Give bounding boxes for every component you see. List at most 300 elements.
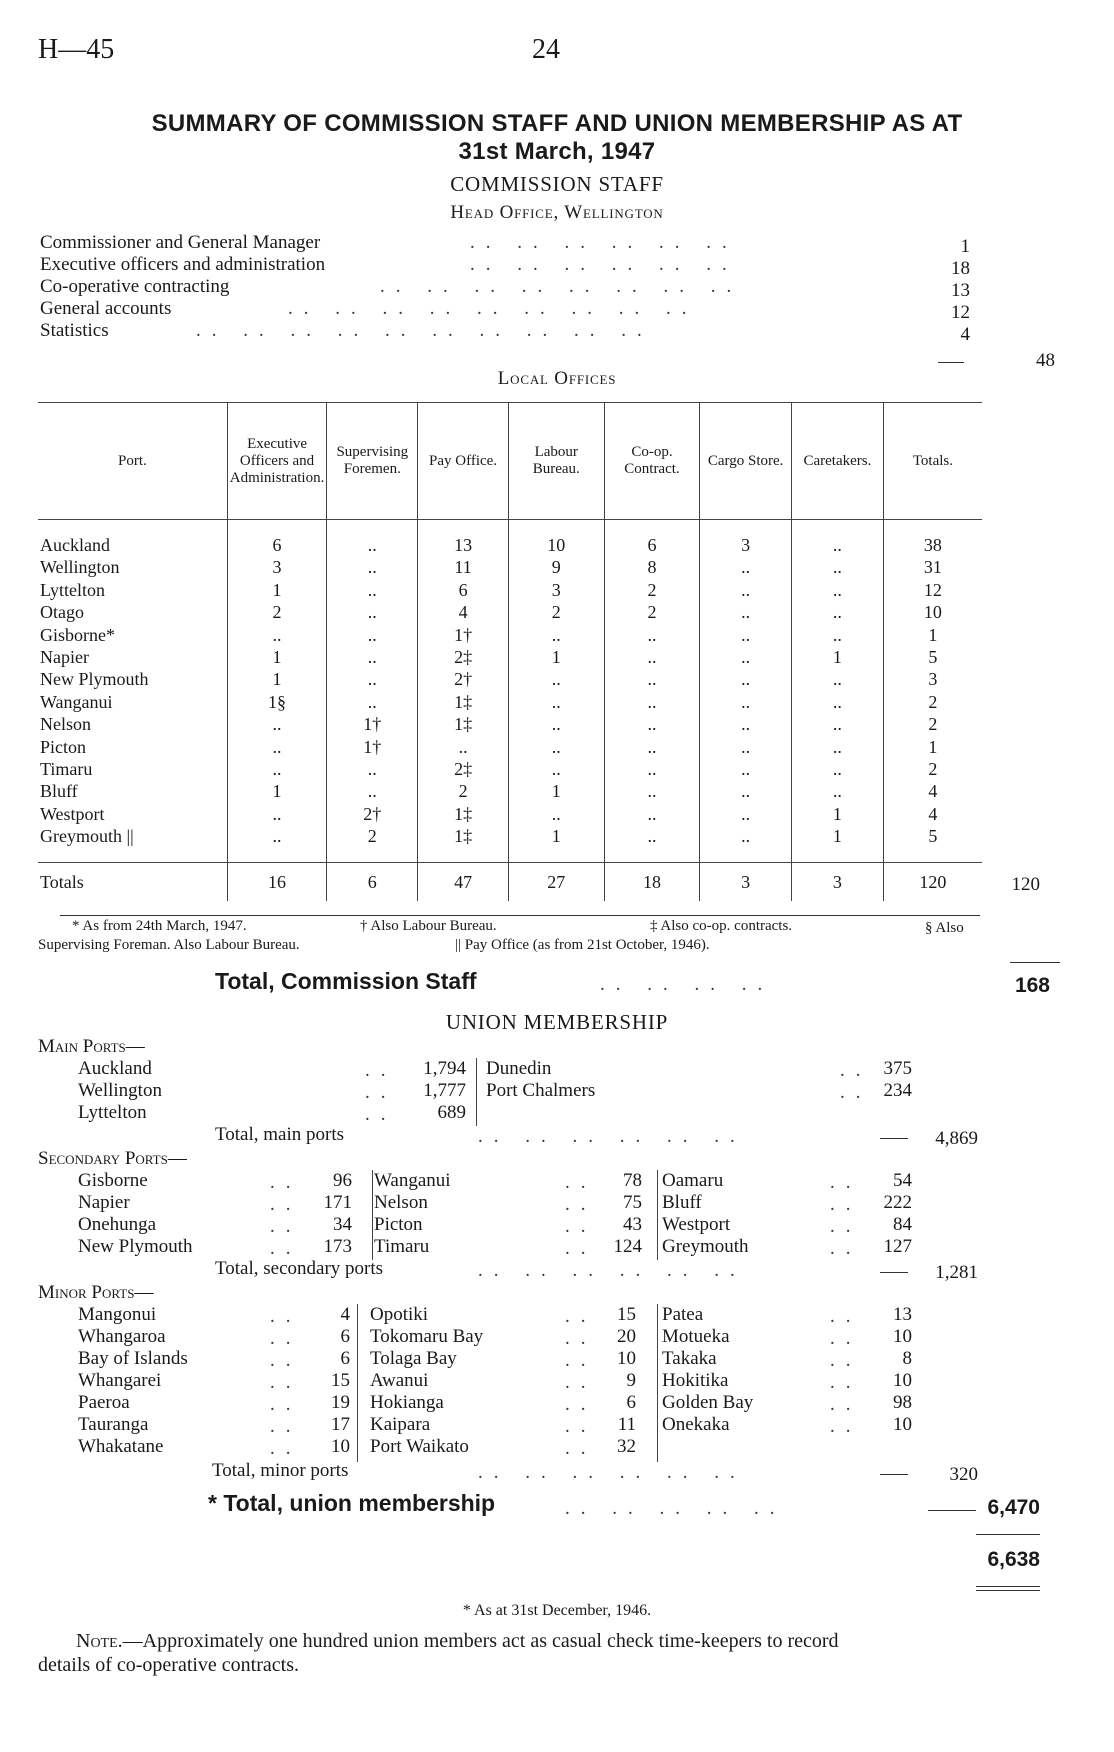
value-cell: .. bbox=[700, 624, 792, 646]
value-cell: 3 bbox=[508, 579, 604, 601]
value-cell: .. bbox=[227, 624, 327, 646]
value-cell: 2† bbox=[327, 803, 418, 825]
totals-cell: 3 bbox=[700, 862, 792, 901]
value-cell: 2 bbox=[883, 713, 982, 735]
leader-dots: .. bbox=[565, 1394, 597, 1415]
value-cell: .. bbox=[508, 668, 604, 690]
port-value: 19 bbox=[331, 1392, 350, 1413]
leader-dots: .. bbox=[840, 1060, 872, 1081]
port-name: Mangonui bbox=[78, 1304, 157, 1325]
value-cell: .. bbox=[604, 713, 700, 735]
value-cell: 4 bbox=[883, 780, 982, 802]
col-supervising: Supervising Foremen. bbox=[327, 403, 418, 520]
port-value: 6 bbox=[340, 1348, 350, 1369]
value-cell: .. bbox=[604, 646, 700, 668]
value-cell: 3 bbox=[700, 534, 792, 556]
value-cell: .. bbox=[418, 736, 509, 758]
leader-dots: .. bbox=[565, 1416, 597, 1437]
head-office-value: 13 bbox=[951, 280, 970, 301]
leader-dots: .. bbox=[830, 1372, 862, 1393]
value-cell: 2‡ bbox=[418, 758, 509, 780]
port-value: 11 bbox=[617, 1414, 636, 1435]
value-cell: 1† bbox=[327, 713, 418, 735]
local-offices-body bbox=[38, 520, 982, 901]
dash-rule bbox=[880, 1474, 908, 1475]
value-cell: 1 bbox=[791, 646, 883, 668]
footnote-star: * As from 24th March, 1947. bbox=[72, 918, 247, 934]
value-cell: 1‡ bbox=[418, 803, 509, 825]
value-cell: .. bbox=[327, 624, 418, 646]
table-row bbox=[38, 713, 982, 735]
leader-dots: .. bbox=[830, 1350, 862, 1371]
port-name: Timaru bbox=[374, 1236, 430, 1257]
head-office-value: 1 bbox=[960, 236, 970, 257]
value-cell: .. bbox=[604, 825, 700, 847]
value-cell: .. bbox=[604, 803, 700, 825]
port-value: 127 bbox=[883, 1236, 912, 1257]
port-value: 375 bbox=[883, 1058, 912, 1079]
value-cell: .. bbox=[508, 736, 604, 758]
port-value: 6 bbox=[340, 1326, 350, 1347]
value-cell: .. bbox=[791, 691, 883, 713]
port-name: Wanganui bbox=[374, 1170, 451, 1191]
port-name: Whangaroa bbox=[78, 1326, 166, 1347]
leader-dots: .. .. .. .. bbox=[600, 974, 774, 995]
port-value: 6 bbox=[626, 1392, 636, 1413]
value-cell: .. bbox=[791, 624, 883, 646]
secondary-ports-total-value: 1,281 bbox=[935, 1262, 978, 1283]
value-cell: .. bbox=[327, 691, 418, 713]
table-row bbox=[38, 780, 982, 802]
minor-ports-total-label: Total, minor ports bbox=[212, 1460, 349, 1481]
leader-dots: .. bbox=[565, 1238, 597, 1259]
value-cell: .. bbox=[700, 758, 792, 780]
footnote-section: § Also bbox=[925, 920, 964, 936]
port-name: Takaka bbox=[662, 1348, 717, 1369]
column-divider bbox=[476, 1058, 477, 1126]
value-cell: 1 bbox=[227, 579, 327, 601]
totals-cell: 3 bbox=[791, 862, 883, 901]
grand-total-rule bbox=[976, 1534, 1040, 1535]
value-cell: .. bbox=[327, 758, 418, 780]
port-value: 96 bbox=[333, 1170, 352, 1191]
col-port: Port. bbox=[38, 403, 227, 520]
subtotal-rule bbox=[938, 362, 964, 363]
port-name: Bluff bbox=[662, 1192, 702, 1213]
value-cell: 2† bbox=[418, 668, 509, 690]
port-name: Tauranga bbox=[78, 1414, 149, 1435]
leader-dots: .. bbox=[270, 1194, 302, 1215]
union-total-label: * Total, union membership bbox=[208, 1490, 496, 1516]
value-cell: .. bbox=[604, 736, 700, 758]
port-name: Onekaka bbox=[662, 1414, 730, 1435]
head-office-value: 12 bbox=[951, 302, 970, 323]
leader-dots: .. bbox=[270, 1306, 302, 1327]
port-name: Hokitika bbox=[662, 1370, 729, 1391]
value-cell: .. bbox=[227, 825, 327, 847]
value-cell: 2‡ bbox=[418, 646, 509, 668]
commission-staff-heading: COMMISSION STAFF bbox=[450, 172, 664, 196]
port-value: 10 bbox=[617, 1348, 636, 1369]
port-value: 20 bbox=[617, 1326, 636, 1347]
port-value: 43 bbox=[623, 1214, 642, 1235]
port-value: 10 bbox=[893, 1414, 912, 1435]
col-caretakers: Caretakers. bbox=[791, 403, 883, 520]
value-cell: .. bbox=[327, 668, 418, 690]
totals-cell: 16 bbox=[227, 862, 327, 901]
totals-row bbox=[38, 862, 982, 901]
value-cell: 2 bbox=[227, 601, 327, 623]
port-name: Picton bbox=[374, 1214, 423, 1235]
port-name: Kaipara bbox=[370, 1414, 431, 1435]
value-cell: .. bbox=[508, 713, 604, 735]
port-value: 34 bbox=[333, 1214, 352, 1235]
leader-dots: .. bbox=[830, 1328, 862, 1349]
page-title-date: 31st March, 1947 bbox=[458, 138, 656, 165]
head-office-label: Co-operative contracting bbox=[40, 276, 230, 297]
port-cell: Lyttelton bbox=[40, 579, 105, 600]
port-cell: Wellington bbox=[40, 557, 120, 578]
value-cell: .. bbox=[791, 579, 883, 601]
port-value: 1,794 bbox=[423, 1058, 466, 1079]
value-cell: .. bbox=[791, 780, 883, 802]
value-cell: 1 bbox=[508, 646, 604, 668]
leader-dots: .. bbox=[830, 1306, 862, 1327]
value-cell: .. bbox=[791, 556, 883, 578]
port-value: 124 bbox=[613, 1236, 642, 1257]
value-cell: 2 bbox=[604, 601, 700, 623]
port-name: Golden Bay bbox=[662, 1392, 754, 1413]
col-totals: Totals. bbox=[883, 403, 982, 520]
leader-dots: .. bbox=[840, 1082, 872, 1103]
totals-cell: 18 bbox=[604, 862, 700, 901]
leader-dots: .. .. .. .. .. .. bbox=[478, 1260, 746, 1281]
value-cell: .. bbox=[508, 691, 604, 713]
port-name: Oamaru bbox=[662, 1170, 724, 1191]
value-cell: 6 bbox=[418, 579, 509, 601]
value-cell: 5 bbox=[883, 646, 982, 668]
value-cell: 38 bbox=[883, 534, 982, 556]
value-cell: .. bbox=[604, 668, 700, 690]
value-cell: 1‡ bbox=[418, 825, 509, 847]
value-cell: .. bbox=[700, 825, 792, 847]
port-cell: Napier bbox=[40, 647, 89, 668]
port-value: 10 bbox=[331, 1436, 350, 1457]
port-name: Hokianga bbox=[370, 1392, 444, 1413]
port-name: Auckland bbox=[78, 1058, 152, 1079]
commission-staff-total-value: 168 bbox=[1014, 974, 1050, 997]
value-cell: .. bbox=[700, 803, 792, 825]
leader-dots: .. bbox=[830, 1216, 862, 1237]
local-offices-side-total: 120 bbox=[1011, 874, 1040, 895]
value-cell: .. bbox=[227, 803, 327, 825]
column-divider bbox=[657, 1170, 658, 1260]
leader-dots: .. .. .. .. .. .. .. .. .. .. bbox=[196, 320, 653, 341]
value-cell: 10 bbox=[883, 601, 982, 623]
value-cell: .. bbox=[700, 780, 792, 802]
port-name: Greymouth bbox=[662, 1236, 749, 1257]
leader-dots: .. .. .. .. .. bbox=[565, 1498, 786, 1519]
leader-dots: .. bbox=[270, 1372, 302, 1393]
value-cell: .. bbox=[604, 691, 700, 713]
port-name: Whangarei bbox=[78, 1370, 162, 1391]
port-name: Dunedin bbox=[486, 1058, 552, 1079]
col-pay-office: Pay Office. bbox=[418, 403, 509, 520]
value-cell: 1 bbox=[227, 668, 327, 690]
value-cell: .. bbox=[604, 758, 700, 780]
head-office-value: 18 bbox=[951, 258, 970, 279]
note-line1: —Approximately one hundred union members act as casual check time-keepers to record bbox=[122, 1630, 839, 1652]
leader-dots: .. .. .. .. .. .. .. .. bbox=[380, 276, 743, 297]
value-cell: 1 bbox=[508, 825, 604, 847]
totals-cell: 47 bbox=[418, 862, 509, 901]
value-cell: .. bbox=[791, 758, 883, 780]
report-code: H—45 bbox=[38, 34, 115, 65]
value-cell: 2 bbox=[508, 601, 604, 623]
value-cell: 1 bbox=[227, 780, 327, 802]
head-office-value: 4 bbox=[960, 324, 970, 345]
page-title: SUMMARY OF COMMISSION STAFF AND UNION MEMBERSHIP AS AT bbox=[151, 110, 963, 137]
col-cargo-store: Cargo Store. bbox=[700, 403, 792, 520]
value-cell: 1 bbox=[883, 736, 982, 758]
port-name: Wellington bbox=[78, 1080, 162, 1101]
value-cell: .. bbox=[508, 803, 604, 825]
value-cell: .. bbox=[700, 691, 792, 713]
port-value: 13 bbox=[893, 1304, 912, 1325]
value-cell: 1 bbox=[227, 646, 327, 668]
leader-dots: .. bbox=[565, 1350, 597, 1371]
table-row bbox=[38, 691, 982, 713]
leader-dots: .. .. .. .. .. .. .. .. .. bbox=[288, 298, 698, 319]
port-cell: Nelson bbox=[40, 714, 91, 735]
leader-dots: .. .. .. .. .. .. bbox=[470, 232, 738, 253]
footnote-double-dagger: ‡ Also co-op. contracts. bbox=[650, 918, 793, 934]
port-value: 17 bbox=[331, 1414, 350, 1435]
leader-dots: .. bbox=[830, 1172, 862, 1193]
value-cell: .. bbox=[227, 736, 327, 758]
value-cell: 6 bbox=[227, 534, 327, 556]
port-cell: Picton bbox=[40, 736, 87, 757]
value-cell: .. bbox=[327, 780, 418, 802]
value-cell: 4 bbox=[418, 601, 509, 623]
value-cell: 13 bbox=[418, 534, 509, 556]
value-cell: 1 bbox=[791, 803, 883, 825]
leader-dots: .. bbox=[565, 1328, 597, 1349]
port-value: 689 bbox=[437, 1102, 466, 1123]
note-line2: details of co-operative contracts. bbox=[38, 1654, 299, 1676]
port-cell: Wanganui bbox=[40, 691, 113, 712]
value-cell: .. bbox=[508, 758, 604, 780]
leader-dots: .. bbox=[565, 1438, 597, 1459]
totals-label: Totals bbox=[38, 862, 227, 901]
leader-dots: .. bbox=[365, 1104, 397, 1125]
value-cell: 2 bbox=[604, 579, 700, 601]
port-value: 173 bbox=[323, 1236, 352, 1257]
value-cell: 1 bbox=[508, 780, 604, 802]
leader-dots: .. bbox=[270, 1438, 302, 1459]
port-value: 54 bbox=[893, 1170, 912, 1191]
leader-dots: .. .. .. .. .. .. bbox=[470, 254, 738, 275]
grand-total-value: 6,638 bbox=[987, 1548, 1040, 1571]
table-row bbox=[38, 758, 982, 780]
grand-total-rule bbox=[976, 1590, 1040, 1591]
port-name: Port Waikato bbox=[370, 1436, 469, 1457]
value-cell: 6 bbox=[604, 534, 700, 556]
leader-dots: .. bbox=[565, 1306, 597, 1327]
col-labour-bureau: Labour Bureau. bbox=[508, 403, 604, 520]
port-cell: Otago bbox=[40, 602, 84, 623]
value-cell: 12 bbox=[883, 579, 982, 601]
table-row bbox=[38, 556, 982, 578]
leader-dots: .. bbox=[830, 1194, 862, 1215]
port-name: Nelson bbox=[374, 1192, 428, 1213]
port-name: Whakatane bbox=[78, 1436, 164, 1457]
value-cell: 1‡ bbox=[418, 713, 509, 735]
port-cell: Bluff bbox=[40, 781, 78, 802]
value-cell: 10 bbox=[508, 534, 604, 556]
union-total-value: 6,470 bbox=[987, 1496, 1040, 1519]
port-name: Tolaga Bay bbox=[370, 1348, 457, 1369]
totals-cell: 6 bbox=[327, 862, 418, 901]
port-value: 78 bbox=[623, 1170, 642, 1191]
value-cell: 1 bbox=[883, 624, 982, 646]
port-value: 15 bbox=[331, 1370, 350, 1391]
port-name: Napier bbox=[78, 1192, 130, 1213]
table-row bbox=[38, 534, 982, 556]
value-cell: .. bbox=[604, 624, 700, 646]
leader-dots: .. bbox=[830, 1416, 862, 1437]
value-cell: 2 bbox=[327, 825, 418, 847]
port-cell: Westport bbox=[40, 803, 105, 824]
union-membership-heading: UNION MEMBERSHIP bbox=[445, 1010, 669, 1034]
leader-dots: .. bbox=[270, 1216, 302, 1237]
value-cell: 3 bbox=[883, 668, 982, 690]
page-number: 24 bbox=[532, 34, 560, 65]
value-cell: 1§ bbox=[227, 691, 327, 713]
value-cell: 3 bbox=[227, 556, 327, 578]
table-row bbox=[38, 624, 982, 646]
value-cell: .. bbox=[700, 601, 792, 623]
port-name: Bay of Islands bbox=[78, 1348, 188, 1369]
value-cell: .. bbox=[327, 646, 418, 668]
head-office-label: Statistics bbox=[40, 320, 109, 341]
leader-dots: .. bbox=[270, 1394, 302, 1415]
value-cell: .. bbox=[791, 668, 883, 690]
port-value: 171 bbox=[323, 1192, 352, 1213]
port-value: 32 bbox=[617, 1436, 636, 1457]
table-row bbox=[38, 825, 982, 847]
port-value: 75 bbox=[623, 1192, 642, 1213]
leader-dots: .. bbox=[365, 1060, 397, 1081]
value-cell: 11 bbox=[418, 556, 509, 578]
column-divider bbox=[357, 1304, 358, 1462]
port-name: Tokomaru Bay bbox=[370, 1326, 484, 1347]
table-row bbox=[38, 646, 982, 668]
totals-cell: 120 bbox=[883, 862, 982, 901]
port-name: Patea bbox=[662, 1304, 704, 1325]
leader-dots: .. bbox=[270, 1350, 302, 1371]
value-cell: .. bbox=[227, 713, 327, 735]
secondary-ports-heading: Secondary Ports— bbox=[38, 1148, 187, 1169]
value-cell: 1‡ bbox=[418, 691, 509, 713]
value-cell: 1† bbox=[418, 624, 509, 646]
leader-dots: .. bbox=[565, 1216, 597, 1237]
port-value: 8 bbox=[902, 1348, 912, 1369]
value-cell: 1 bbox=[791, 825, 883, 847]
head-office-total: 48 bbox=[1036, 350, 1055, 371]
value-cell: .. bbox=[791, 534, 883, 556]
value-cell: 5 bbox=[883, 825, 982, 847]
value-cell: 1† bbox=[327, 736, 418, 758]
local-offices-table bbox=[38, 402, 982, 901]
table-row bbox=[38, 803, 982, 825]
port-value: 222 bbox=[883, 1192, 912, 1213]
main-ports-total-value: 4,869 bbox=[935, 1128, 978, 1149]
value-cell: .. bbox=[604, 780, 700, 802]
table-row bbox=[38, 736, 982, 758]
value-cell: .. bbox=[327, 556, 418, 578]
port-value: 98 bbox=[893, 1392, 912, 1413]
leader-dots: .. bbox=[565, 1372, 597, 1393]
port-name: New Plymouth bbox=[78, 1236, 193, 1257]
table-row bbox=[38, 579, 982, 601]
value-cell: .. bbox=[700, 579, 792, 601]
value-cell: .. bbox=[700, 668, 792, 690]
value-cell: 2 bbox=[883, 691, 982, 713]
value-cell: 8 bbox=[604, 556, 700, 578]
value-cell: .. bbox=[508, 624, 604, 646]
grand-total-rule bbox=[976, 1586, 1040, 1587]
port-value: 4 bbox=[340, 1304, 350, 1325]
value-cell: .. bbox=[700, 713, 792, 735]
port-cell: Timaru bbox=[40, 759, 93, 780]
port-name: Gisborne bbox=[78, 1170, 148, 1191]
value-cell: .. bbox=[791, 713, 883, 735]
value-cell: .. bbox=[327, 534, 418, 556]
leader-dots: .. bbox=[270, 1238, 302, 1259]
head-office-heading: Head Office, Wellington bbox=[450, 202, 664, 223]
footnote-section-cont: Supervising Foreman. Also Labour Bureau. bbox=[38, 937, 300, 953]
column-divider bbox=[372, 1170, 373, 1260]
local-offices-heading: Local Offices bbox=[497, 368, 617, 389]
leader-dots: .. bbox=[830, 1238, 862, 1259]
port-name: Westport bbox=[662, 1214, 731, 1235]
leader-dots: .. bbox=[270, 1416, 302, 1437]
head-office-label: Executive officers and administration bbox=[40, 254, 326, 275]
port-cell: Auckland bbox=[40, 535, 110, 555]
dash-rule bbox=[880, 1138, 908, 1139]
value-cell: .. bbox=[227, 758, 327, 780]
secondary-ports-total-label: Total, secondary ports bbox=[215, 1258, 384, 1279]
value-cell: .. bbox=[327, 579, 418, 601]
leader-dots: .. bbox=[565, 1172, 597, 1193]
value-cell: 2 bbox=[883, 758, 982, 780]
dash-rule bbox=[880, 1272, 908, 1273]
port-name: Awanui bbox=[370, 1370, 429, 1391]
port-value: 10 bbox=[893, 1326, 912, 1347]
value-cell: 31 bbox=[883, 556, 982, 578]
port-value: 234 bbox=[883, 1080, 912, 1101]
head-office-label: General accounts bbox=[40, 298, 172, 319]
union-footnote: * As at 31st December, 1946. bbox=[462, 1602, 652, 1619]
port-name: Paeroa bbox=[78, 1392, 130, 1413]
col-executive: Executive Officers and Administration. bbox=[227, 403, 327, 520]
value-cell: .. bbox=[700, 736, 792, 758]
table-row bbox=[38, 601, 982, 623]
value-cell: .. bbox=[700, 556, 792, 578]
port-value: 84 bbox=[893, 1214, 912, 1235]
note-lead: Note. bbox=[76, 1630, 123, 1652]
